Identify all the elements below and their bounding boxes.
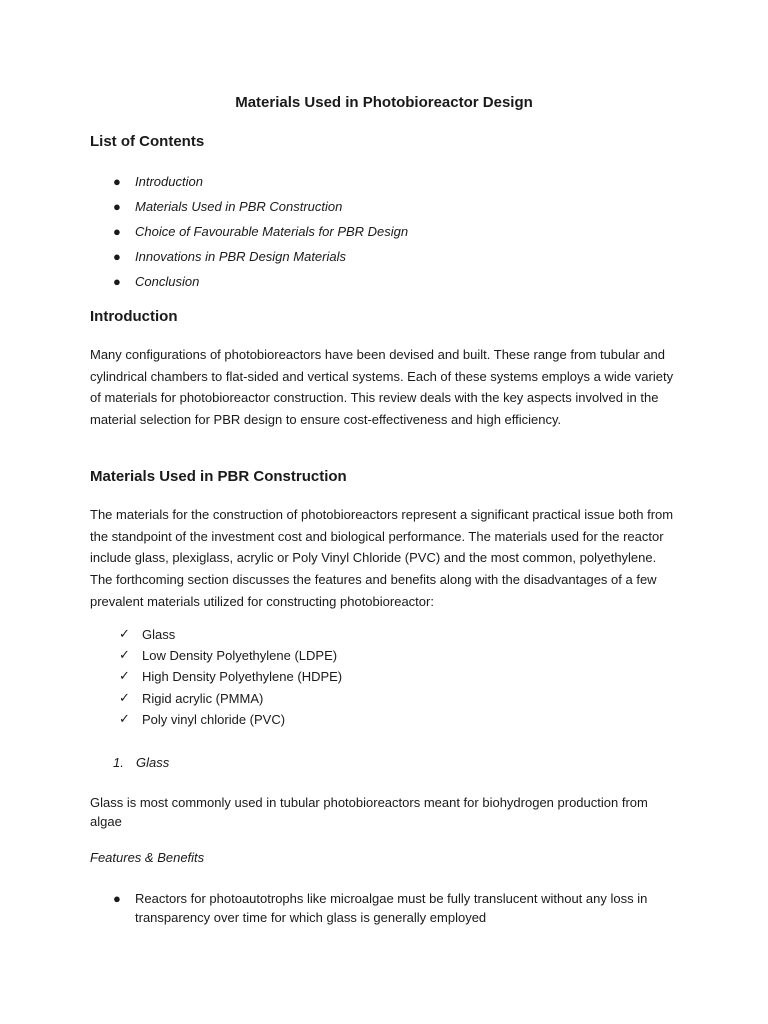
list-item xyxy=(90,174,408,199)
materials-heading: Materials Used in PBR Construction xyxy=(90,468,347,485)
bullet-icon: ● xyxy=(113,174,121,189)
toc-list xyxy=(90,174,408,299)
features-list xyxy=(90,889,690,927)
checkmark-icon: ✓ xyxy=(119,668,130,684)
bullet-icon: ● xyxy=(113,249,121,264)
list-item xyxy=(90,669,342,690)
features-heading: Features & Benefits xyxy=(90,850,205,865)
list-item xyxy=(90,224,408,249)
material-item-pvc: Poly vinyl chloride (PVC) xyxy=(142,711,286,727)
checkmark-icon: ✓ xyxy=(119,626,130,641)
material-item-glass: Glass xyxy=(142,627,176,642)
bullet-icon: ● xyxy=(113,224,121,239)
bullet-icon: ● xyxy=(113,274,121,289)
glass-section-heading xyxy=(113,755,169,770)
checkmark-icon: ✓ xyxy=(119,710,130,726)
materials-checklist xyxy=(90,627,342,733)
checkmark-icon: ✓ xyxy=(119,689,130,705)
toc-heading: List of Contents xyxy=(90,133,205,150)
glass-paragraph: Glass is most commonly used in tubular photobioreactors meant for biohydrogen production from algae xyxy=(90,795,648,829)
toc-item-innovations: Innovations in PBR Design Materials xyxy=(135,249,346,264)
toc-item-choice: Choice of Favourable Materials for PBR Design xyxy=(135,224,409,239)
feature-item: Reactors for photoautotrophs like microalgae must be fully translucent without any loss in transparency over time for which glass is generally employed xyxy=(135,891,648,925)
materials-paragraph: The materials for the construction of photobioreactors represent a significant practical issue both from the standpoint of the investment cost and biological performance. The materials used for the reactor include glass, plexiglass, acrylic or Poly Vinyl Chloride (PVC) and the most common, polyethylene. The forthcoming section discusses the features and benefits along with the disadvantages of a few prevalent materials utilized for constructing photobioreactor: xyxy=(90,507,674,609)
list-item xyxy=(90,691,342,712)
list-item xyxy=(90,199,408,224)
bullet-icon: ● xyxy=(113,891,121,906)
list-item xyxy=(90,627,342,648)
toc-item-conclusion: Conclusion xyxy=(135,274,200,289)
toc-item-materials: Materials Used in PBR Construction xyxy=(135,199,343,214)
list-item xyxy=(90,249,408,274)
list-item xyxy=(90,648,342,669)
material-item-ldpe: Low Density Polyethylene (LDPE) xyxy=(142,648,338,664)
material-item-hdpe: High Density Polyethylene (HDPE) xyxy=(142,669,343,685)
list-item xyxy=(90,712,342,733)
document-page xyxy=(90,0,690,1024)
bullet-icon: ● xyxy=(113,199,121,214)
document-title: Materials Used in Photobioreactor Design xyxy=(235,94,533,111)
introduction-heading: Introduction xyxy=(90,308,178,325)
section-number: 1. xyxy=(113,755,124,770)
toc-item-introduction: Introduction xyxy=(135,174,203,189)
material-item-pmma: Rigid acrylic (PMMA) xyxy=(142,690,264,706)
glass-heading-label: Glass xyxy=(136,755,170,770)
introduction-paragraph: Many configurations of photobioreactors have been devised and built. These range from tubular and cylindrical chambers to flat-sided and vertical systems. Each of these systems employs a wide variety of materials for photobioreactor construction. This review deals with the key aspects involved in the material selection for PBR design to ensure cost-effectiveness and high efficiency. xyxy=(90,347,674,428)
checkmark-icon: ✓ xyxy=(119,647,130,663)
list-item xyxy=(90,274,408,299)
list-item xyxy=(90,889,690,927)
